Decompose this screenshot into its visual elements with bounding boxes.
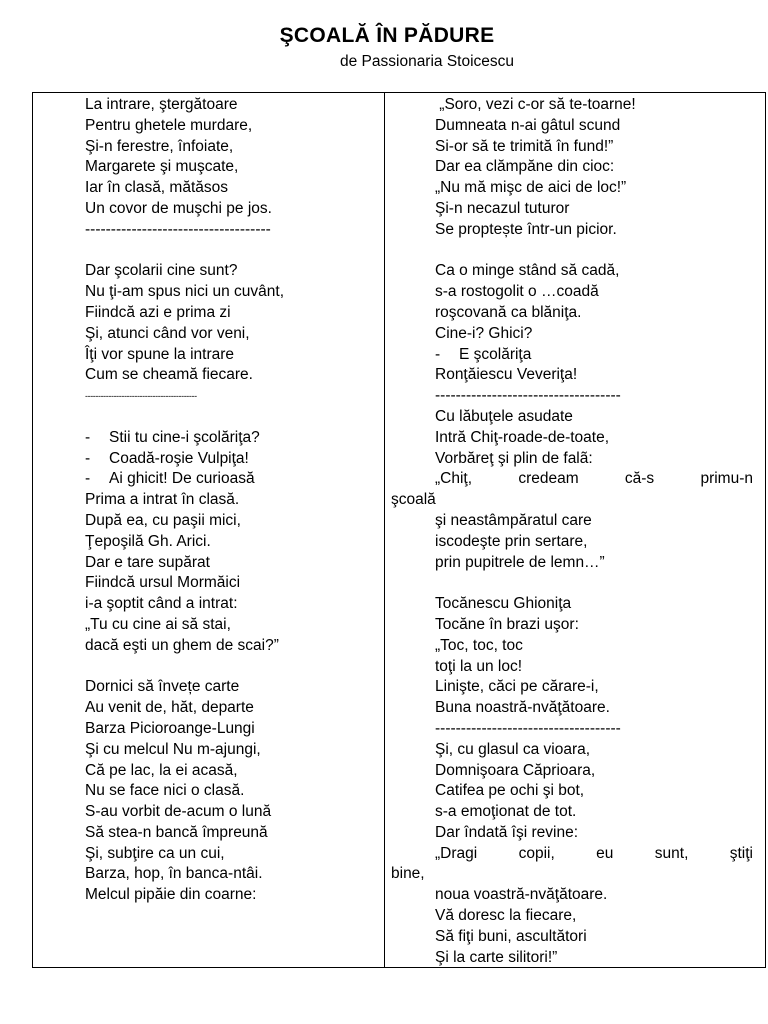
line-bullet: - [85, 428, 91, 446]
poem-word: ştiţi [729, 844, 753, 862]
poem-line-text: Îţi vor spune la intrare [85, 345, 235, 363]
poem-line [385, 573, 765, 594]
poem-line [385, 386, 765, 407]
poem-line-text: Ţepoşilă Gh. Arici. [85, 532, 211, 550]
poem-line [33, 469, 384, 490]
poem-line [385, 449, 765, 470]
poem-line-text: Melcul pipăie din coarne: [85, 886, 257, 904]
poem-line-text: Dar e tare supărat [85, 553, 210, 571]
poem-line [33, 449, 384, 470]
poem-line-text: Coadă-roşie Vulpiţa! [109, 449, 249, 467]
poem-line [33, 386, 384, 407]
poem-line [385, 532, 765, 553]
poem-line-text: Au venit de, hăt, departe [85, 699, 254, 717]
poem-line [385, 761, 765, 782]
poem-line-text: Un covor de muşchi pe jos. [85, 199, 272, 217]
poem-line [33, 428, 384, 449]
poem-line [33, 802, 384, 823]
poem-line-text: Ronţăiescu Veveriţa! [435, 366, 578, 384]
poem-line [33, 345, 384, 366]
poem-line-text: Nu ţi-am spus nici un cuvânt, [85, 283, 285, 301]
poem-line-text: şi neastâmpăratul care [435, 511, 592, 529]
poem-word: că-s [624, 470, 655, 488]
poem-line [385, 137, 765, 158]
poem-line [385, 677, 765, 698]
poem-line [385, 116, 765, 137]
poem-line [33, 677, 384, 698]
poem-line-text: noua voastră-nvăţătoare. [435, 886, 608, 904]
poem-line-text: Linişte, căci pe cărare-i, [435, 678, 599, 696]
poem-line-text: Cum se cheamă fiecare. [85, 366, 253, 384]
poem-line-text: Barza Picioroange-Lungi [85, 719, 255, 737]
poem-line [385, 345, 765, 366]
poem-line [33, 532, 384, 553]
poem-line [33, 137, 384, 158]
poem-line-text: Tocăne în brazi uşor: [435, 615, 579, 633]
author-line: de Passionaria Stoicescu [340, 53, 515, 70]
poem-line-text: Dar îndată îşi revine: [435, 823, 579, 841]
poem-line-text: La intrare, ştergătoare [85, 96, 238, 113]
poem-line [33, 95, 384, 116]
poem-line [385, 615, 765, 636]
poem-word: sunt, [654, 844, 689, 862]
poem-line [33, 157, 384, 178]
left-column [33, 93, 385, 967]
poem-line-text: s-a rostogolit o …coadă [435, 283, 599, 301]
poem-line [33, 282, 384, 303]
poem-line-text: Margarete şi muşcate, [85, 158, 239, 176]
poem-line-text: Fiindcă azi e prima zi [85, 303, 231, 321]
poem-line [385, 241, 765, 262]
poem-line-text: roşcovană ca blăniţa. [435, 303, 582, 321]
poem-line [33, 324, 384, 345]
poem-line [33, 553, 384, 574]
poem-line [385, 719, 765, 740]
poem-line-text: Si-or să te trimită în fund!” [435, 137, 614, 155]
poem-line-text: Tocănescu Ghioniţa [435, 595, 572, 613]
poem-line [385, 740, 765, 761]
poem-line [33, 698, 384, 719]
line-bullet: - [85, 470, 91, 488]
poem-line [33, 511, 384, 532]
poem-line [385, 657, 765, 678]
poem-line-text: Dar şcolarii cine sunt? [85, 262, 238, 280]
poem-line [385, 802, 765, 823]
poem-line-text: ------------------------------------ [85, 220, 271, 238]
poem-line [33, 594, 384, 615]
poem-line-text: iscodeşte prin sertare, [435, 532, 588, 550]
poem-line [385, 553, 765, 574]
poem-line [385, 324, 765, 345]
poem-line [385, 261, 765, 282]
poem-line-text: i-a şoptit când a intrat: [85, 595, 238, 613]
poem-line-text: Prima a intrat în clasă. [85, 491, 240, 509]
poem-line [385, 199, 765, 220]
poem-title: ŞCOALĂ ÎN PĂDURE [279, 24, 495, 47]
poem-line [33, 657, 384, 678]
poem-line [385, 636, 765, 657]
poem-line [385, 490, 765, 511]
poem-line [33, 241, 384, 262]
poem-line [385, 698, 765, 719]
right-column [385, 93, 765, 967]
poem-line-text: Şi, subţire ca un cui, [85, 844, 225, 862]
poem-line-text: Ai ghicit! De curioasă [109, 470, 255, 488]
poem-line-text: ------------------------------------ [435, 387, 621, 405]
poem-line [33, 407, 384, 428]
poem-word: eu [596, 844, 614, 862]
poem-line-text: Cu lăbuţele asudate [435, 407, 573, 425]
poem-line [33, 719, 384, 740]
poem-line-text: Dumneata n-ai gâtul scund [435, 116, 621, 134]
poem-line [33, 615, 384, 636]
poem-line [385, 906, 765, 927]
poem-line [33, 885, 384, 906]
poem-line-text: Nu se face nici o clasă. [85, 782, 245, 800]
poem-line-text: Pentru ghetele murdare, [85, 116, 253, 134]
poem-line-text: Fiindcă ursul Mormăici [85, 574, 241, 592]
poem-line [33, 303, 384, 324]
poem-line [33, 740, 384, 761]
poem-line-text: Dornici să învețe carte [85, 678, 240, 696]
poem-line-text: Şi-n necazul tuturor [435, 199, 570, 217]
poem-line-text: „Tu cu cine ai să stai, [85, 615, 231, 633]
poem-line-text: Dar ea clămpăne din cioc: [435, 158, 615, 176]
poem-line-text: Stii tu cine-i şcolăriţa? [109, 428, 260, 446]
poem-line-text: s-a emoţionat de tot. [435, 803, 577, 821]
poem-line [385, 157, 765, 178]
poem-line [33, 761, 384, 782]
poem-line-text: S-au vorbit de-acum o lună [85, 803, 272, 821]
poem-line [33, 261, 384, 282]
poem-line-text: ------------------------------------------- [85, 391, 197, 402]
poem-line [385, 864, 765, 885]
poem-line [385, 365, 765, 386]
poem-line-text: prin pupitrele de lemn…” [435, 553, 605, 571]
poem-line-text: Să stea-n bancă împreună [85, 823, 268, 841]
poem-word: „Dragi [435, 844, 478, 862]
poem-line [33, 220, 384, 241]
poem-line-text: Cine-i? Ghici? [435, 324, 533, 342]
poem-line [385, 282, 765, 303]
poem-line [33, 178, 384, 199]
poem-line [385, 927, 765, 948]
poem-line-text: Şi, cu glasul ca vioara, [435, 740, 591, 758]
poem-line [385, 407, 765, 428]
poem-line-text: bine, [391, 865, 425, 883]
poem-line [385, 594, 765, 615]
poem-line-text: Şi, atunci când vor veni, [85, 324, 250, 342]
poem-line-text: Intră Chiţ-roade-de-toate, [435, 428, 610, 446]
poem-line [385, 948, 765, 967]
poem-line [33, 636, 384, 657]
poem-line [385, 511, 765, 532]
poem-word: „Chiţ, [435, 470, 473, 488]
poem-line [33, 365, 384, 386]
poem-line-text: ------------------------------------ [435, 719, 621, 737]
poem-line [385, 823, 765, 844]
poem-line-text: „Soro, vezi c-or să te-toarne! [435, 96, 636, 113]
poem-line [385, 781, 765, 802]
poem-line [385, 178, 765, 199]
poem-word: primu-n [700, 470, 753, 488]
poem-line-text: şcoală [391, 491, 436, 509]
poem-line-text: E şcolăriţa [459, 345, 532, 363]
poem-line-text: Că pe lac, la ei acasă, [85, 761, 238, 779]
poem-word: credeam [518, 470, 579, 488]
line-bullet: - [435, 345, 441, 363]
poem-line-text: Să fiţi buni, ascultători [435, 927, 587, 945]
poem-line [33, 490, 384, 511]
poem-line-text: Buna noastră-nvăţătoare. [435, 699, 610, 717]
poem-line [385, 469, 765, 490]
poem-line-text: Vă doresc la fiecare, [435, 907, 577, 925]
poem-word: copii, [518, 844, 555, 862]
poem-line [385, 428, 765, 449]
poem-line-text: Domnişoara Căprioara, [435, 761, 596, 779]
poem-line-text: Iar în clasă, mătăsos [85, 179, 229, 197]
poem-line [33, 823, 384, 844]
line-bullet: - [85, 449, 91, 467]
poem-line [33, 116, 384, 137]
poem-line-text: Se proptește într-un picior. [435, 220, 617, 238]
poem-line [33, 781, 384, 802]
poem-line [33, 199, 384, 220]
poem-line [385, 303, 765, 324]
poem-line-text: dacă eşti un ghem de scai?” [85, 636, 279, 654]
poem-line-text: Şi la carte silitori!” [435, 948, 558, 966]
poem-line-text: După ea, cu paşii mici, [85, 511, 241, 529]
poem-line-text: Vorbăreţ şi plin de falã: [435, 449, 593, 467]
poem-line-text: Ca o minge stând să cadă, [435, 262, 620, 280]
poem-line-text: „Toc, toc, toc [435, 636, 523, 654]
poem-line-text: Barza, hop, în banca-ntâi. [85, 865, 263, 883]
poem-line [33, 573, 384, 594]
poem-line [33, 844, 384, 865]
poem-line-text: Şi cu melcul Nu m-ajungi, [85, 740, 261, 758]
poem-line [385, 95, 765, 116]
poem-line [33, 864, 384, 885]
poem-line [385, 844, 765, 865]
poem-line-text: Catifea pe ochi şi bot, [435, 782, 585, 800]
poem-line-text: Şi-n ferestre, înfoiate, [85, 137, 234, 155]
poem-table [32, 92, 766, 968]
poem-line [385, 885, 765, 906]
poem-line [385, 220, 765, 241]
poem-line-text: „Nu mă mişc de aici de loc!” [435, 179, 627, 197]
poem-line-text: toţi la un loc! [435, 657, 523, 675]
